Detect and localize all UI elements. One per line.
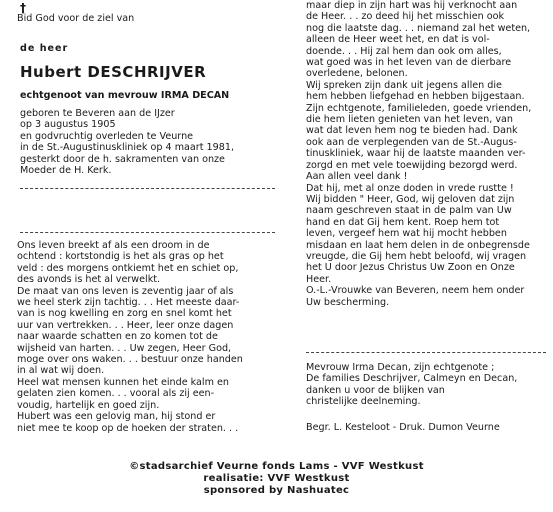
divider-left	[20, 232, 275, 233]
text-line: in al wat wij doen.	[17, 365, 105, 377]
text-line: Heer.	[306, 273, 332, 285]
text-line: nog die laatste dag. . . niemand zal het weten,	[306, 22, 531, 34]
text-line: Zijn echtgenote, familieleden, goede vrienden,	[306, 102, 532, 114]
text-line: niet mee te koop op de hoeken der straten. . .	[17, 422, 239, 434]
text-line: vreugde, die Gij hem hebt beloofd, wij vragen	[306, 250, 527, 262]
text-line: het U door Jezus Christus Uw Zoon en Onze	[306, 262, 515, 274]
divider-right	[306, 352, 546, 353]
thanks-line: Mevrouw Irma Decan, zijn echtgenote ;	[306, 362, 495, 373]
cross-symbol: †	[20, 1, 26, 15]
text-line: van is nog kwelling en zorg en snel komt het	[17, 308, 232, 320]
credit-line: realisatie: VVF Westkust	[203, 473, 350, 484]
text-line: uur van vertrekken. . . Heer, leer onze dagen	[17, 319, 234, 331]
text-line: Aan allen veel dank !	[306, 171, 408, 183]
text-line: doende. . . Hij zal hem dan ook om alles,	[306, 45, 502, 57]
archive-credits	[0, 461, 553, 497]
credit-line: ©stadsarchief Veurne fonds Lams - VVF Westkust	[129, 461, 424, 472]
text-line: leven, vergeef hem wat hij mocht hebben	[306, 228, 507, 240]
right-text-block	[306, 0, 531, 308]
text-line: wijsheid van harten. . . Uw zegen, Heer God,	[17, 342, 232, 354]
text-line: Wij bidden " Heer, God, wij geloven dat zijn	[306, 193, 515, 205]
text-line: O.-L.-Vrouwke van Beveren, neem hem onder	[306, 285, 525, 297]
text-line: Dat hij, met al onze doden in vrede rustte !	[306, 182, 514, 194]
left-text-block	[17, 240, 243, 434]
deceased-name: Hubert DESCHRIJVER	[20, 63, 207, 81]
text-line: ook aan de verplegenden van de St.-Augus-	[306, 136, 517, 148]
text-line: naar waarde schatten en zo komen tot de	[17, 331, 218, 343]
text-line: we heel sterk zijn tachtig. . . Het meeste daar-	[17, 297, 240, 309]
bio-line: en godvruchtig overleden te Veurne	[20, 130, 194, 142]
text-line: Uw bescherming.	[306, 296, 390, 308]
text-line: tinuskliniek, waar hij de laatste maanden ver-	[306, 148, 526, 160]
text-line: hem hebben liefgehad en hebben bijgestaan.	[306, 91, 525, 103]
text-line: voudig, hartelijk en goed zijn.	[17, 399, 160, 411]
text-line: ochtend : kortstondig is het als gras op het	[17, 251, 224, 263]
divider-left-top	[20, 188, 275, 189]
thanks-block	[306, 362, 517, 408]
bio-line: Moeder de H. Kerk.	[20, 165, 112, 177]
text-line: Ons leven breekt af als een droom in de	[17, 240, 210, 251]
text-line: Hubert was een gelovig man, hij stond er	[17, 411, 216, 423]
bio-line: op 3 augustus 1905	[20, 119, 116, 131]
bio-line: geboren te Beveren aan de IJzer	[20, 108, 175, 119]
intro-text: Bid God voor de ziel van	[17, 13, 135, 24]
text-line: moge over ons waken. . . bestuur onze handen	[17, 354, 243, 366]
text-line: veld : des morgens ontkiemt het en schiet op,	[17, 262, 239, 274]
spouse-line: echtgenoot van mevrouw IRMA DECAN	[20, 90, 230, 101]
text-line: naam geschreven staat in de palm van Uw	[306, 205, 512, 217]
thanks-line: christelijke deelneming.	[306, 396, 421, 408]
text-line: alleen de Heer weet het, en dat is vol-	[306, 34, 490, 46]
text-line: De maat van ons leven is zeventig jaar of als	[17, 285, 234, 297]
text-line: overledene, belonen.	[306, 68, 408, 80]
thanks-line: De families Deschrijver, Calmeyn en Decan,	[306, 373, 518, 385]
text-line: maar diep in zijn hart was hij verknocht aan	[306, 0, 518, 11]
printer-footer: Begr. L. Kesteloot - Druk. Dumon Veurne	[306, 422, 500, 433]
title-word: de heer	[20, 43, 69, 54]
text-line: wat dat leven hem nog te bieden had. Dank	[306, 125, 518, 137]
text-line: des avonds is het al verwelkt.	[17, 274, 161, 286]
text-line: wat goed was in het leven van de dierbare	[306, 57, 512, 69]
bio-line: gesterkt door de h. sakramenten van onze	[20, 153, 225, 165]
text-line: Heel wat mensen kunnen het einde kalm en	[17, 376, 229, 388]
credit-line: sponsored by Nashuatec	[203, 485, 350, 496]
text-line: misdaan en laat hem delen in de onbegrensde	[306, 239, 530, 251]
thanks-line: danken u voor de blijken van	[306, 384, 445, 396]
bio-line: in de St.-Augustinuskliniek op 4 maart 1981,	[20, 142, 235, 154]
biography-block	[20, 108, 234, 176]
text-line: gelaten zien komen. . . vooral als zij een-	[17, 388, 215, 400]
text-line: Wij spreken zijn dank uit jegens allen die	[306, 79, 502, 91]
text-line: die hem lieten genieten van het leven, van	[306, 114, 513, 126]
text-line: zorgd en met vele toewijding bezorgd werd.	[306, 159, 518, 171]
text-line: hand en dat Gij hem kent. Roep hem tot	[306, 216, 500, 228]
text-line: de Heer. . . zo deed hij het misschien ook	[306, 11, 505, 23]
